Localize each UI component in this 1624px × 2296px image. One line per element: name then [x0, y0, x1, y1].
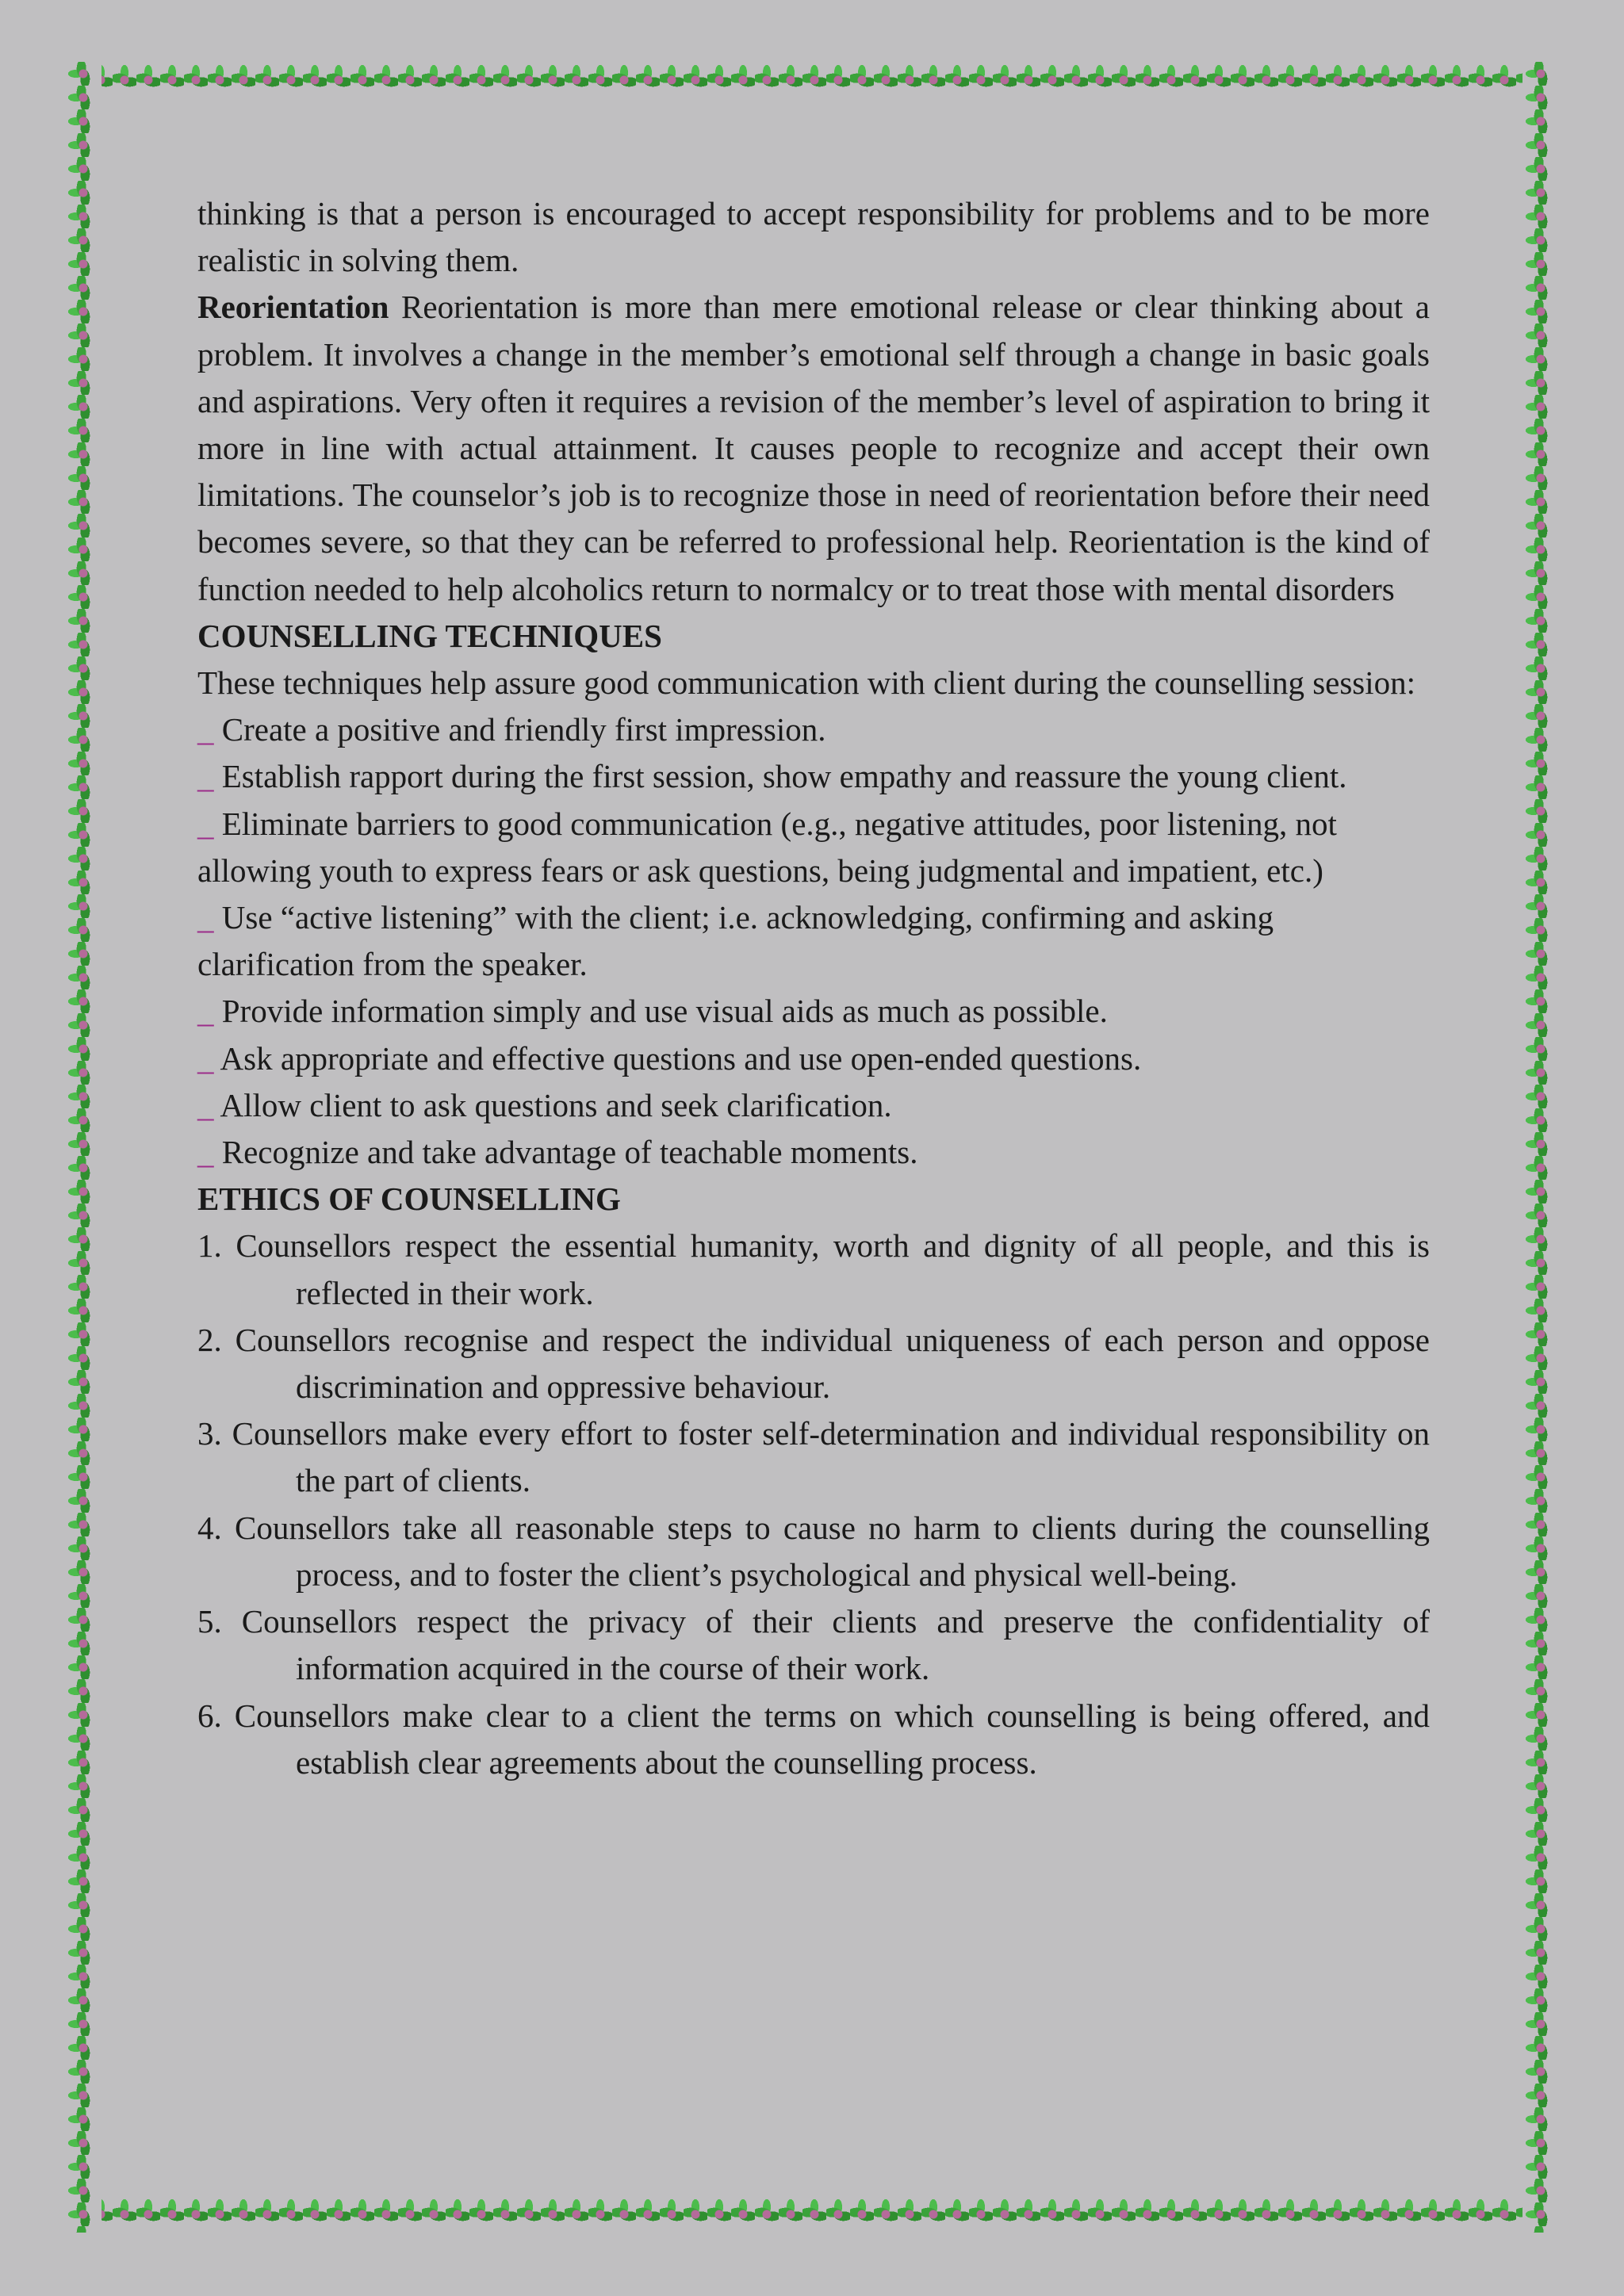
holly-border-top [65, 62, 1559, 98]
reorientation-body: Reorientation is more than mere emotional release or clear thinking about a problem. It involves a change in the member’s emotional self through a change in basic goals and aspirations. Very often it requires a revision of the member’s level of aspiration to bring it more in line with actual attainment. It causes people to recognize and accept their own limitations. The counselor’s job is to recognize those in need of reorientation before their need becomes severe, so that they can be referred to professional help. Reorientation is the kind of function needed to help alcoholics return to normalcy or to treat those with mental disorders [197, 289, 1430, 607]
bullet-marker: _ [197, 758, 214, 795]
technique-text: Create a positive and friendly first impression. [221, 711, 826, 748]
holly-border-left [65, 62, 102, 2233]
ethics-item: 2. Counsellors recognise and respect the individual uniqueness of each person and oppose discrimination and oppressive behaviour. [197, 1321, 1430, 1406]
bullet-marker: _ [197, 805, 214, 842]
reorientation-lead: Reorientation [197, 289, 389, 326]
intro-paragraph: thinking is that a person is encouraged to accept responsibility for problems and to be more realistic in solving them. [197, 195, 1430, 279]
technique-item [197, 801, 1430, 894]
technique-text: Eliminate barriers to good communication (e.g., negative attitudes, poor listening, not allowing youth to express fears or ask questions, being judgmental and impatient, etc.) [197, 805, 1337, 889]
ethics-item: 3. Counsellors make every effort to foster self-determination and individual responsibility on the part of clients. [197, 1415, 1430, 1499]
technique-item [197, 1129, 1430, 1176]
techniques-list [197, 706, 1430, 1176]
ethics-item: 4. Counsellors take all reasonable steps to cause no harm to clients during the counselling process, and to foster the client’s psychological and physical well-being. [197, 1509, 1430, 1593]
ethics-item: 6. Counsellors make clear to a client the terms on which counselling is being offered, and establish clear agreements about the counselling process. [197, 1697, 1430, 1781]
technique-item [197, 1082, 1430, 1129]
holly-border-bottom [65, 2196, 1559, 2233]
technique-item [197, 988, 1430, 1035]
ethics-list [197, 1223, 1430, 1785]
bullet-marker: _ [197, 899, 214, 936]
techniques-intro: These techniques help assure good communication with client during the counselling session: [197, 664, 1416, 702]
techniques-heading: COUNSELLING TECHNIQUES [197, 617, 662, 654]
bullet-marker: _ [197, 993, 214, 1030]
bullet-marker: _ [197, 711, 214, 748]
technique-item [197, 706, 1430, 753]
holly-border-right [1522, 62, 1559, 2233]
ethics-heading: ETHICS OF COUNSELLING [197, 1181, 621, 1218]
bullet-marker: _ [197, 1134, 214, 1171]
technique-item [197, 753, 1430, 800]
technique-text: Establish rapport during the first session, show empathy and reassure the young client. [221, 758, 1347, 795]
bullet-marker: _ [197, 1039, 214, 1077]
technique-item [197, 894, 1430, 988]
page-content [197, 190, 1430, 1786]
technique-text: Allow client to ask questions and seek clarification. [220, 1086, 892, 1123]
technique-text: Recognize and take advantage of teachable moments. [221, 1134, 918, 1171]
technique-text: Use “active listening” with the client; i.e. acknowledging, confirming and asking clarification from the speaker. [197, 899, 1274, 983]
technique-text: Ask appropriate and effective questions and use open-ended questions. [220, 1039, 1142, 1077]
technique-text: Provide information simply and use visual aids as much as possible. [221, 993, 1108, 1030]
ethics-item: 5. Counsellors respect the privacy of their clients and preserve the confidentiality of information acquired in the course of their work. [197, 1603, 1430, 1687]
ethics-item: 1. Counsellors respect the essential humanity, worth and dignity of all people, and this is reflected in their work. [197, 1227, 1430, 1311]
reorientation-paragraph [197, 284, 1430, 612]
bullet-marker: _ [197, 1086, 214, 1123]
technique-item [197, 1035, 1430, 1082]
